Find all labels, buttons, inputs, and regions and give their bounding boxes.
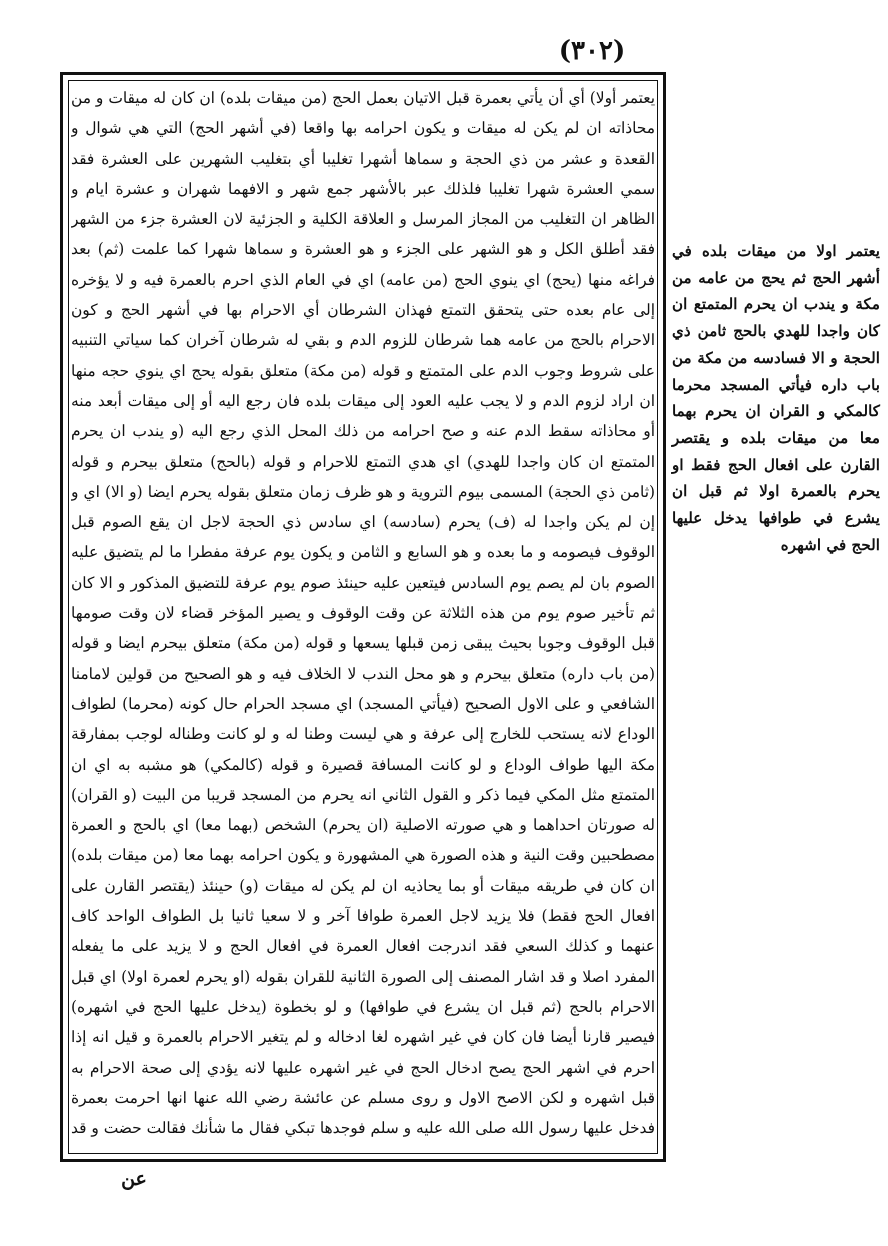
margin-text-paragraph: يعتمر اولا من ميقات بلده في أشهر الحج ثم يحج من عامه من مكة و يندب ان يحرم المتمتع ان كان واجدا للهدي بالحج ثامن ذي الحجة و الا فسادسه من مكة من باب داره فيأتي المسجد محرما كالمكي و القران ان يحرم بهما معا من ميقات بلده و يقتصر القارن على افعال الحج فقط او يحرم بالعمرة اولا ثم قبل ان يشرع في طوافها يدخل عليها الحج في اشهره [672, 242, 880, 554]
main-text-block [71, 83, 655, 1151]
margin-text-block [672, 238, 880, 558]
catchword: عن [121, 1168, 147, 1190]
page-number: (٣٠٢) [558, 36, 626, 66]
main-text-frame [60, 72, 666, 1162]
main-text-paragraph: يعتمر أولا) أي أن يأتي بعمرة قبل الاتيان بعمل الحج (من ميقات بلده) ان كان له ميقات و من محاذاته ان لم يكن له ميقات و يكون احرامه بها واقعا (في أشهر الحج) التي هي شوال و القعدة و عشر من ذي الحجة و سماها أشهرا تغليبا أي بتغليب الشهرين على العشرة فقد سمي العشرة شهرا تغليبا فلذلك عبر بالأشهر جمع شهر و الافهما شهران و عشرة ايام و الظاهر ان التغليب من المجاز المرسل و العلاقة الكلية و الجزئية لان العشرة جزء من الشهر فقد أطلق الكل و هو الشهر على الجزء و هو العشرة و سماها شهرا كما علمت (ثم) بعد فراغه منها (يحج) اي ينوي الحج (من عامه) اي في العام الذي احرم بالعمرة فيه و لا يؤخره إلى عام بعده حتى يتحقق التمتع فهذان الشرطان أي الاحرام بها في أشهر الحج و كون الاحرام بالحج من عامه هما شرطان للزوم الدم و بقي له شرطان آخران كما سياتي التنبيه على شروط وجوب الدم على المتمتع و قوله (من مكة) متعلق بقوله يحج اي ينوي حجه منها ان اراد لزوم الدم و لا يجب عليه العود إلى ميقات بلده فان رجع اليه أو إلى ميقات أبعد منه أو محاذاته سقط الدم عنه و صح احرامه من ذلك المحل الذي رجع اليه (و يندب ان يحرم المتمتع ان كان واجدا للهدي) اي هدي التمتع للاحرام و قوله (بالحج) متعلق بيحرم و قوله (ثامن ذي الحجة) المسمى بيوم التروية و هو ظرف زمان متعلق بقوله يحرم ايضا (و الا) اي و إن لم يكن واجدا له (ف) يحرم (سادسه) اي سادس ذي الحجة لاجل ان يقع الصوم قبل الوقوف فيصومه و ما بعده و هو السابع و الثامن و يكون يوم عرفة مفطرا ما لم يتضيق عليه الصوم بان لم يصم يوم السادس فيتعين عليه حينئذ صوم يوم عرفة للتضيق المذكور و الا كان ثم تأخير صوم يوم من هذه الثلاثة عن وقت الوقوف و يصير المؤخر قضاء لان وقت صومها قبل الوقوف وجوبا بحيث يبقى زمن قبلها يسعها و قوله (من مكة) متعلق بيحرم ايضا و قوله (من باب داره) متعلق بيحرم و هو محل الندب لا الخلاف فيه و هو الصحيح من قولين لامامنا الشافعي و على الاول الصحيح (فيأتي المسجد) اي مسجد الحرام حال كونه (محرما) لطواف الوداع لانه يستحب للخارج إلى عرفة و هي ليست وطنا له و لو كانت وطناله لوجب بمفارقة مكة اليها طواف الوداع و لو كانت المسافة قصيرة و قوله (كالمكي) هو مشبه به اي ان المتمتع مثل المكي فيما ذكر و القول الثاني انه يحرم من المسجد قريبا من البيت (و القران) له صورتان احداهما و هي صورته الاصلية (ان يحرم) الشخص (بهما معا) اي بالحج و العمرة مصطحبين وقت النية و هذه الصورة هي المشهورة و يكون احرامه بهما معا (من ميقات بلده) ان كان في طريقه ميقات أو بما يحاذيه ان لم يكن له ميقات (و) حينئذ (يقتصر القارن على افعال الحج فقط) فلا يزيد لاجل العمرة طوافا آخر و لا سعيا ثانيا بل الطواف الواحد كاف عنهما و كذلك السعي فقد اندرجت افعال العمرة في افعال الحج و لا يزيد على ما يفعله المفرد اصلا و قد اشار المصنف إلى الصورة الثانية للقران بقوله (او يحرم لعمرة اولا) اي قبل الاحرام بالحج (ثم قبل ان يشرع في طوافها) و لو بخطوة (يدخل عليها الحج في اشهره) فيصير قارنا أيضا فان كان في غير اشهره لغا ادخاله و لم يتغير الاحرام بالعمرة و قيل انه إذا احرم في اشهر الحج يصح ادخال الحج في غير اشهره عليها لانه يؤدي إلى صحة الاحرام به قبل اشهره و لكن الاصح الاول و روى مسلم عن عائشة رضي الله عنها انها احرمت بعمرة فدخل عليها رسول الله صلى الله عليه و سلم فوجدها تبكي فقال ما شأنك فقالت حضت و قد [71, 89, 655, 1138]
